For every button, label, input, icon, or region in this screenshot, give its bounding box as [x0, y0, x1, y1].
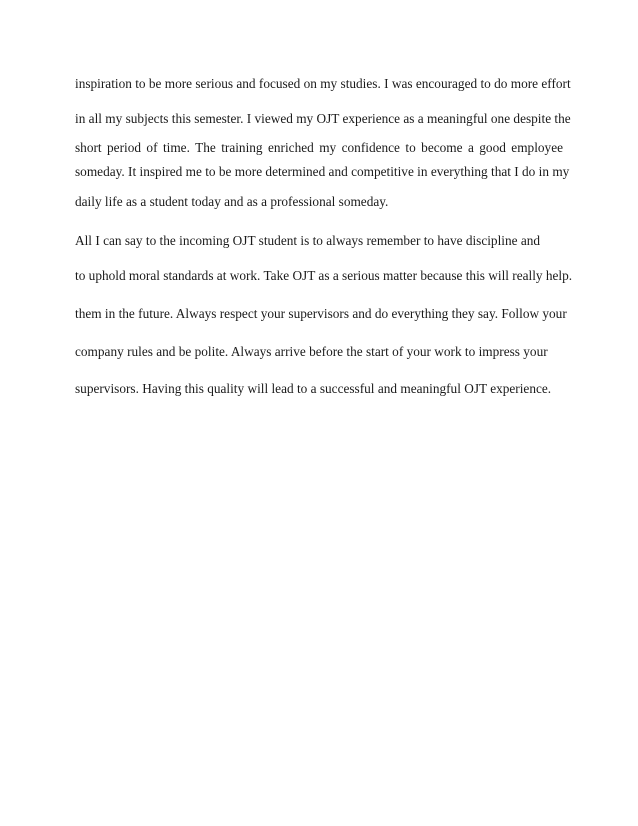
text-line: All I can say to the incoming OJT student is to always remember to have discipline and: [75, 233, 541, 248]
text-line: someday. It inspired me to be more determined and competitive in everything that I do in my: [75, 164, 570, 179]
text-line: company rules and be polite. Always arrive before the start of your work to impress your: [75, 344, 548, 359]
text-line: in all my subjects this semester. I viewed my OJT experience as a meaningful one despite the: [75, 111, 571, 126]
text-line: to uphold moral standards at work. Take OJT as a serious matter because this will really help.: [75, 268, 573, 283]
text-line: them in the future. Always respect your supervisors and do everything they say. Follow your: [75, 306, 567, 321]
text-line: inspiration to be more serious and focused on my studies. I was encouraged to do more effort: [75, 76, 571, 91]
text-line: short period of time. The training enriched my confidence to become a good employee: [75, 140, 563, 155]
text-line: daily life as a student today and as a professional someday.: [75, 194, 389, 209]
text-line: supervisors. Having this quality will lead to a successful and meaningful OJT experience.: [75, 381, 552, 396]
